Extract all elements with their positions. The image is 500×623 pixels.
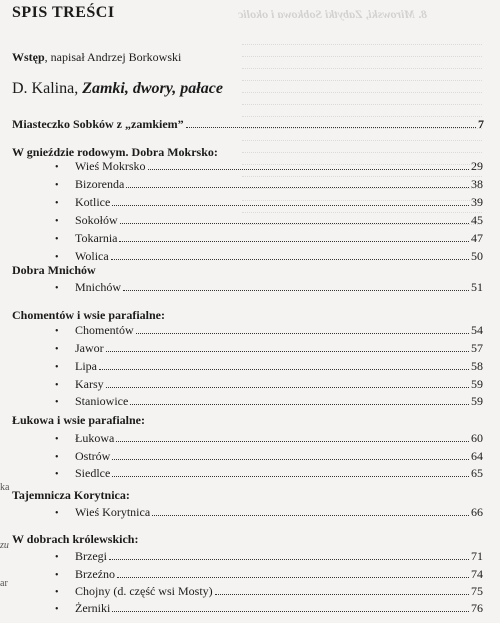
toc-entry — [75, 505, 483, 520]
leader-dots — [112, 450, 469, 460]
bullet: • — [55, 326, 59, 337]
entry-page: 50 — [471, 249, 483, 263]
entry-label: Miasteczko Sobków z „zamkiem” — [12, 117, 184, 131]
toc-entry — [75, 231, 483, 246]
bullet: • — [55, 452, 59, 463]
toc-entry — [75, 341, 483, 356]
toc-entry — [75, 549, 483, 564]
entry-page: 39 — [471, 195, 483, 209]
section-heading-mokrsko: W gnieździe rodowym. Dobra Mokrsko: — [12, 145, 218, 159]
leader-dots — [111, 250, 469, 260]
intro-author: , napisał Andrzej Borkowski — [44, 50, 182, 64]
entry-page: 59 — [471, 377, 483, 391]
section-heading-mnichow: Dobra Mnichów — [12, 263, 96, 277]
leader-dots — [112, 602, 469, 612]
leader-dots — [126, 178, 469, 188]
entry-page: 64 — [471, 449, 483, 463]
leader-dots — [106, 378, 469, 388]
toc-entry — [75, 280, 483, 295]
leader-dots — [123, 281, 469, 291]
bullet: • — [55, 552, 59, 563]
entry-page: 57 — [471, 341, 483, 355]
edge-fragment: ka — [0, 482, 10, 493]
entry-page: 76 — [471, 601, 483, 615]
bullet: • — [55, 234, 59, 245]
book-title: Zamki, dwory, pałace — [82, 80, 223, 97]
entry-label: Brzeźno — [75, 567, 115, 581]
entry-page: 38 — [471, 177, 483, 191]
page-title: SPIS TREŚCI — [12, 4, 115, 21]
toc-entry — [75, 584, 483, 599]
leader-dots — [112, 196, 469, 206]
bleed-line — [242, 104, 482, 111]
leader-dots — [152, 506, 469, 516]
entry-page: 7 — [478, 117, 484, 131]
toc-entry — [75, 177, 483, 192]
entry-label: Chomentów — [75, 323, 134, 337]
leader-dots — [112, 467, 469, 477]
entry-label: Siedlce — [75, 466, 111, 480]
author-heading — [12, 80, 223, 98]
leader-dots — [99, 360, 469, 370]
entry-page: 74 — [471, 567, 483, 581]
leader-dots — [148, 160, 469, 170]
entry-label: Żerniki — [75, 601, 111, 615]
entry-label: Ostrów — [75, 449, 111, 463]
bullet: • — [55, 344, 59, 355]
bullet: • — [55, 570, 59, 581]
intro-label: Wstęp — [12, 50, 45, 64]
entry-label: Staniowice — [75, 394, 129, 408]
toc-entry — [75, 213, 483, 228]
toc-entry — [75, 601, 483, 616]
entry-label: Wolica — [75, 249, 109, 263]
entry-label: Bizorenda — [75, 177, 125, 191]
toc-entry — [75, 394, 483, 409]
bullet: • — [55, 180, 59, 191]
leader-dots — [109, 550, 469, 560]
bullet: • — [55, 380, 59, 391]
entry-page: 51 — [471, 280, 483, 294]
entry-page: 60 — [471, 431, 483, 445]
leader-dots — [186, 118, 476, 128]
intro-entry — [12, 50, 181, 65]
entry-page: 47 — [471, 231, 483, 245]
toc-entry — [75, 377, 483, 392]
leader-dots — [116, 432, 469, 442]
toc-entry — [75, 323, 483, 338]
bullet: • — [55, 216, 59, 227]
entry-label: Łukowa — [75, 431, 115, 445]
entry-label: Mnichów — [75, 280, 121, 294]
bullet: • — [55, 162, 59, 173]
toc-entry — [75, 359, 483, 374]
bullet: • — [55, 508, 59, 519]
bleed-line — [242, 68, 482, 75]
entry-label: Lipa — [75, 359, 97, 373]
leader-dots — [215, 585, 469, 595]
entry-page: 75 — [471, 584, 483, 598]
entry-label: Tokarnia — [75, 231, 118, 245]
leader-dots — [106, 342, 469, 352]
entry-page: 71 — [471, 549, 483, 563]
bleed-line — [242, 56, 482, 63]
toc-entry — [75, 195, 483, 210]
leader-dots — [120, 214, 469, 224]
bullet: • — [55, 587, 59, 598]
entry-page: 29 — [471, 159, 483, 173]
bleed-line — [242, 44, 482, 51]
toc-entry — [75, 159, 483, 174]
entry-page: 45 — [471, 213, 483, 227]
entry-label: Karsy — [75, 377, 104, 391]
bullet: • — [55, 397, 59, 408]
bleed-line — [242, 80, 482, 87]
toc-entry — [75, 431, 483, 446]
section-heading-krolewskie: W dobrach królewskich: — [12, 532, 139, 546]
bullet: • — [55, 434, 59, 445]
toc-entry — [75, 249, 483, 264]
edge-fragment: ar — [0, 578, 8, 589]
toc-entry-miasteczko — [12, 117, 484, 132]
bullet: • — [55, 283, 59, 294]
section-heading-korytnica: Tajemnicza Korytnica: — [12, 488, 130, 502]
section-heading-chomentow: Chomentów i wsie parafialne: — [12, 308, 165, 322]
entry-page: 58 — [471, 359, 483, 373]
entry-label: Kotlice — [75, 195, 111, 209]
leader-dots — [117, 568, 469, 578]
bullet: • — [55, 362, 59, 373]
edge-fragment: zu — [0, 540, 9, 551]
entry-label: Brzegi — [75, 549, 107, 563]
entry-page: 65 — [471, 466, 483, 480]
bullet: • — [55, 252, 59, 263]
bleed-line — [242, 140, 482, 147]
bleed-through-heading: 8. Mirowski, Zabytki Sobkowa i okolic — [238, 7, 428, 21]
leader-dots — [136, 324, 469, 334]
entry-page: 66 — [471, 505, 483, 519]
bullet: • — [55, 604, 59, 615]
entry-page: 59 — [471, 394, 483, 408]
entry-label: Wieś Mokrsko — [75, 159, 146, 173]
bleed-line — [242, 152, 482, 159]
bullet: • — [55, 469, 59, 480]
leader-dots — [130, 395, 469, 405]
author-name: D. Kalina, — [12, 80, 83, 97]
toc-entry — [75, 449, 483, 464]
toc-entry — [75, 567, 483, 582]
toc-entry — [75, 466, 483, 481]
entry-label: Sokołów — [75, 213, 118, 227]
section-heading-lukowa: Łukowa i wsie parafialne: — [12, 413, 146, 427]
entry-label: Wieś Korytnica — [75, 505, 151, 519]
bleed-line — [242, 92, 482, 99]
entry-label: Jawor — [75, 341, 104, 355]
leader-dots — [119, 232, 469, 242]
bullet: • — [55, 198, 59, 209]
entry-label: Chojny (d. część wsi Mosty) — [75, 584, 213, 598]
entry-page: 54 — [471, 323, 483, 337]
